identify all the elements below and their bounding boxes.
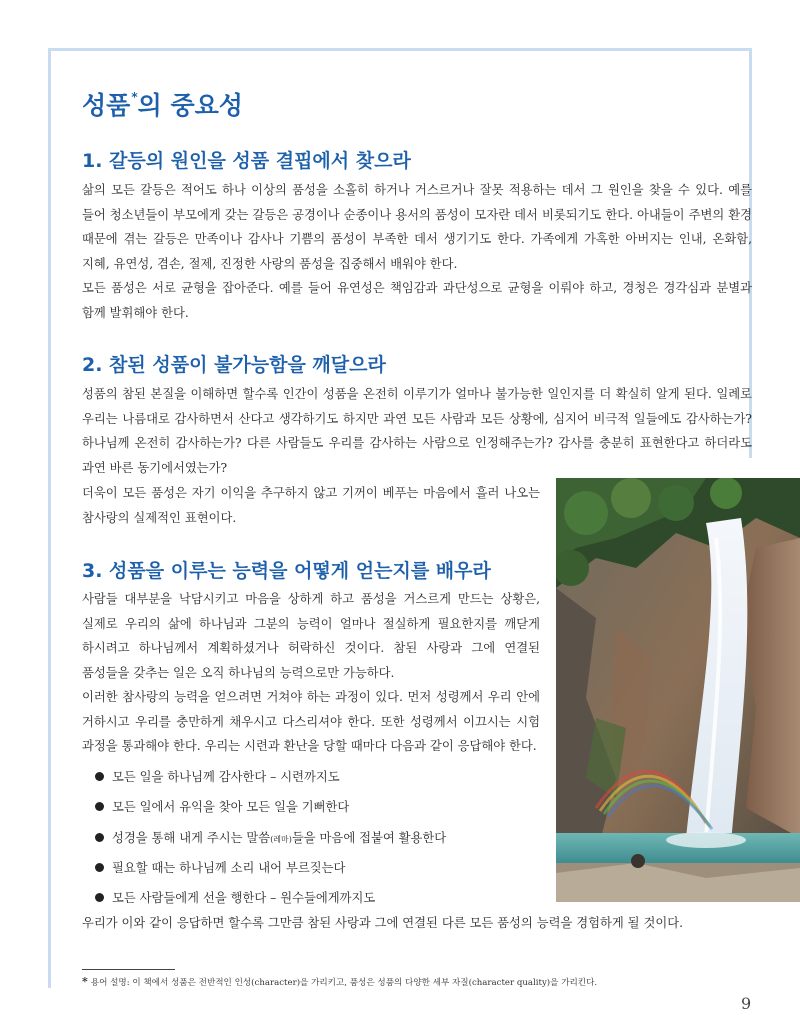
section-1-paragraph-1: 삶의 모든 갈등은 적어도 하나 이상의 품성을 소홀히 하거나 거스르거나 잘못 적용하는 데서 그 원인을 찾을 수 있다. 예를 들어 청소년들이 부모에게 갖는 갈등은 공경이나 순종이나 용서의 품성이 모자란 데서 비롯되기도 한다. 아내들이 주변의 환경 때문에 겪는 갈등은 만족이나 감사나 기쁨의 품성이 부족한 데서 생기기도 한다. 가족에게 가혹한 아버지는 인내, 온화함, 지혜, 유연성, 겸손, 절제, 진정한 사랑의 품성을 집중해서 배워야 한다. — [82, 183, 752, 271]
bullet-text: 모든 일을 하나님께 감사한다 – 시련까지도 — [112, 770, 340, 784]
bullet-text: 모든 일에서 유익을 찾아 모든 일을 기뻐한다 — [112, 800, 350, 815]
bullet-text: 필요할 때는 하나님께 소리 내어 부르짖는다 — [112, 860, 346, 875]
bullet-item — [95, 853, 446, 883]
bullet-item — [95, 823, 446, 853]
page-title-rest: 의 중요성 — [137, 91, 243, 120]
section-2-heading: 2. 참된 성품이 불가능함을 깨달으라 — [82, 354, 386, 376]
bullet-dot-icon — [95, 893, 104, 902]
waterfall-photo — [556, 478, 800, 902]
page-frame-left-border — [48, 48, 51, 988]
footnote-marker: * — [82, 975, 88, 988]
bullet-dot-icon — [95, 802, 104, 811]
footnote — [82, 975, 597, 988]
section-2-paragraph-1: 성품의 참된 본질을 이해하면 할수록 인간이 성품을 온전히 이루기가 얼마나 불가능한 일인지를 더 확실히 알게 된다. 일례로 우리는 나름대로 감사하면서 산다고 생각하기도 하지만 과연 모든 사람과 모든 상황에, 심지어 비극적 일들에도 감사하는가? 하나님께 온전히 감사하는가? 다른 사람들도 우리를 감사하는 사람으로 인정해주는가? 감사를 충분히 표현한다고 하더라도 과연 바른 동기에서였는가? — [82, 387, 752, 475]
page-title — [82, 86, 243, 122]
bullet-text: 성경을 통해 내게 주시는 말씀 — [112, 830, 271, 845]
bullet-item — [95, 762, 446, 792]
bullet-text: 모든 사람들에게 선을 행한다 – 원수들에게까지도 — [112, 891, 376, 906]
bullet-dot-icon — [95, 772, 104, 781]
bullet-dot-icon — [95, 863, 104, 872]
bullet-item — [95, 883, 446, 913]
page-title-word: 성품 — [82, 91, 131, 120]
section-3-closing: 우리가 이와 같이 응답하면 할수록 그만큼 참된 사랑과 그에 연결된 다른 모든 품성의 능력을 경험하게 될 것이다. — [82, 916, 683, 930]
bullet-text-continued: 들을 마음에 접붙여 활용한다 — [291, 830, 447, 845]
section-2-paragraph-2: 더욱이 모든 품성은 자기 이익을 추구하지 않고 기꺼이 베푸는 마음에서 흘러 나오는 참사랑의 실제적인 표현이다. — [82, 486, 540, 525]
section-3-paragraph-2: 이러한 참사랑의 능력을 얻으려면 거쳐야 하는 과정이 있다. 먼저 성령께서 우리 안에 거하시고 우리를 충만하게 채우시고 다스리셔야 한다. 또한 성령께서 이끄시는 시험 과정을 통과해야 한다. 우리는 시련과 환난을 당할 때마다 다음과 같이 응답해야 한다. — [82, 690, 540, 753]
section-1-heading: 1. 갈등의 원인을 성품 결핍에서 찾으라 — [82, 150, 411, 172]
rhema-annotation: (레마) — [270, 834, 292, 844]
section-3-paragraph-1: 사람들 대부분을 낙담시키고 마음을 상하게 하고 품성을 거스르게 만드는 상황은, 실제로 우리의 삶에 하나님과 그분의 능력이 얼마나 절실하게 필요한지를 깨닫게 하시려고 하나님께서 계획하셨거나 허락하신 것이다. 참된 사랑과 그에 연결된 품성들을 갖추는 일은 오직 하나님의 능력으로만 가능하다. — [82, 592, 540, 680]
footnote-text: 용어 설명: 이 책에서 성품은 전반적인 인성(character)을 가리키고, 품성은 성품의 다양한 세부 자질(character quality)을 가리킨다. — [90, 978, 598, 988]
title-footnote-marker: * — [131, 90, 138, 104]
bullet-item — [95, 792, 446, 822]
bullet-dot-icon — [95, 833, 104, 842]
footnote-divider — [82, 969, 175, 970]
section-1-paragraph-2: 모든 품성은 서로 균형을 잡아준다. 예를 들어 유연성은 책임감과 과단성으로 균형을 이뤄야 하고, 경청은 경각심과 분별과 함께 발휘해야 한다. — [82, 281, 752, 320]
page-number: 9 — [741, 994, 752, 1013]
section-3-heading: 3. 성품을 이루는 능력을 어떻게 얻는지를 배우라 — [82, 560, 491, 582]
response-bullet-list — [95, 762, 446, 913]
page-frame-top-border — [48, 48, 752, 51]
